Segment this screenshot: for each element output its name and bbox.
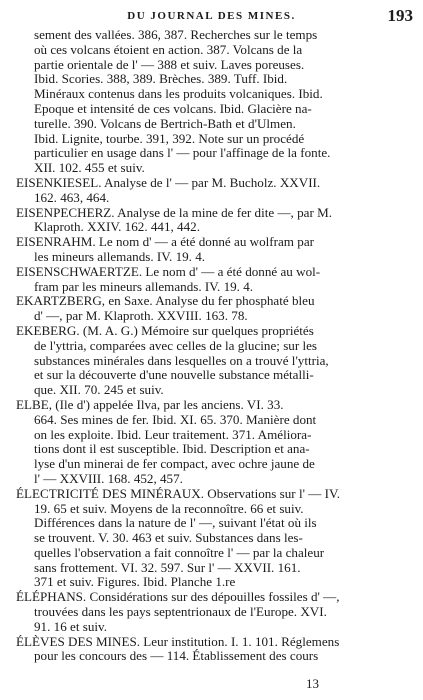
entry-line: lyse d'un minerai de fer compact, avec ochre jaune de (34, 456, 315, 472)
entry-line: ELBE, (Ile d') appelée Ilva, par les anciens. VI. 33. (16, 396, 284, 412)
entry-line: Epoque et intensité de ces volcans. Ibid. Glacière na- (34, 100, 312, 116)
entry-line: 91. 16 et suiv. (34, 618, 107, 634)
running-header: DU JOURNAL DES MINES. (127, 10, 296, 22)
entry-line: de l'yttria, comparées avec celles de la glucine; sur les (34, 337, 318, 353)
entry-line: on les exploite. Ibid. Leur traitement. 371. Améliora- (34, 426, 312, 442)
entry-line: EISENSCHWAERTZE. Le nom d' — a été donné au wol- (16, 263, 321, 279)
entry-line: se trouvent. V. 30. 463 et suiv. Substances dans les- (34, 530, 303, 546)
entry-line: Minéraux contenus dans les produits volcaniques. Ibid. (34, 86, 323, 102)
index-entry-ekartzberg (16, 294, 411, 324)
entry-line: EKARTZBERG, en Saxe. Analyse du fer phosphaté bleu (16, 293, 315, 309)
entry-line: ÉLECTRICITÉ DES MINÉRAUX. Observations sur l' — IV. (16, 485, 340, 501)
entry-line: ÉLÉPHANS. Considérations sur des dépouilles fossiles d' —, (16, 589, 340, 605)
entry-line: Ibid. Lignite, tourbe. 391, 392. Note sur un procédé (34, 130, 305, 146)
entry-line: ÉLÈVES DES MINES. Leur institution. I. 1. 101. Réglemens (16, 633, 340, 649)
index-entry-eisenpecherz (16, 206, 411, 236)
entry-line: substances minérales dans lesquelles on a trouvé l'yttria, (34, 352, 329, 368)
entry-line: Klaproth. XXIV. 162. 441, 442. (34, 219, 200, 235)
entry-line: trouvées dans les pays septentrionaux de l'Europe. XVI. (34, 604, 327, 620)
entry-line: EKEBERG. (M. A. G.) Mémoire sur quelques propriétés (16, 322, 314, 338)
entry-line: sans frottement. VI. 32. 597. Sur l' — XXVII. 161. (34, 559, 301, 575)
index-entry-eleves (16, 635, 411, 665)
entry-line: fram par les mineurs allemands. IV. 19. 4. (34, 278, 254, 294)
entry-line: l' — XXVIII. 168. 452, 457. (34, 470, 183, 486)
entry-line: 162. 463, 464. (34, 189, 110, 205)
entry-line: et sur la découverte d'une nouvelle substance métalli- (34, 367, 314, 383)
entry-line: Différences dans la nature de l' —, suivant l'état où ils (34, 515, 317, 531)
entry-line: 19. 65 et suiv. Moyens de la reconnoître. 66 et suiv. (34, 500, 304, 516)
entry-line: 371 et suiv. Figures. Ibid. Planche 1.re (34, 574, 236, 590)
entry-line: turelle. 390. Volcans de Bertrich-Bath et d'Ulmen. (34, 115, 296, 131)
index-entry-elbe (16, 398, 411, 487)
entry-line: Ibid. Scories. 388, 389. Brèches. 389. Tuff. Ibid. (34, 71, 288, 87)
index-entry-continuation (16, 28, 411, 176)
entry-line: les mineurs allemands. IV. 19. 4. (34, 248, 206, 264)
index-entry-eisenrahm (16, 235, 411, 265)
index-entry-eisenschwaertze (16, 265, 411, 295)
index-entry-ekeberg (16, 324, 411, 398)
entry-line: quelles l'observation a fait connoître l' — par la chaleur (34, 544, 325, 560)
entry-line: EISENPECHERZ. Analyse de la mine de fer dite —, par M. (16, 204, 333, 220)
entry-line: tions dont il est susceptible. Ibid. Description et ana- (34, 441, 310, 457)
index-body (16, 28, 411, 664)
index-entry-electricite (16, 487, 411, 591)
entry-line: où ces volcans étoient en action. 387. Volcans de la (34, 41, 303, 57)
signature-mark: 13 (306, 676, 319, 691)
entry-line: partie orientale de l' — 388 et suiv. Laves poreuses. (34, 56, 305, 72)
entry-line: XII. 102. 455 et suiv. (34, 160, 145, 176)
entry-line: d' —, par M. Klaproth. XXVIII. 163. 78. (34, 308, 248, 324)
entry-line: EISENKIESEL. Analyse de l' — par M. Bucholz. XXVII. (16, 174, 321, 190)
entry-line: sement des vallées. 386, 387. Recherches sur le temps (34, 27, 318, 42)
entry-line: EISENRAHM. Le nom d' — a été donné au wolfram par (16, 234, 314, 250)
entry-line: que. XII. 70. 245 et suiv. (34, 382, 164, 398)
entry-line: particulier en usage dans l' — pour l'affinage de la fonte. (34, 145, 331, 161)
entry-line: 664. Ses mines de fer. Ibid. XI. 65. 370. Manière dont (34, 411, 317, 427)
index-entry-eisenkiesel (16, 176, 411, 206)
index-entry-elephans (16, 590, 411, 634)
page-number: 193 (387, 6, 413, 25)
entry-line: pour les concours des — 114. Établissement des cours (34, 648, 319, 664)
